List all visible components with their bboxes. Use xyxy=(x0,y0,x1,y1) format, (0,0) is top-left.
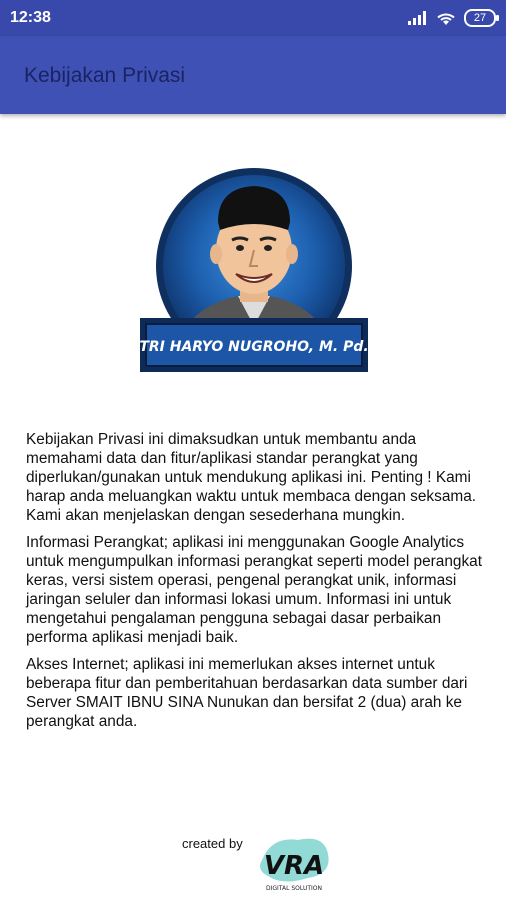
paragraph-intro: Kebijakan Privasi ini dimaksudkan untuk membantu anda memahami data dan fitur/aplikasi standar perangkat yang diperlukan/gunakan untuk mendukung aplikasi ini. Penting ! Kami harap anda meluangkan waktu untuk membaca dengan seksama. Kami akan menjelaskan dengan sesederhana mungkin. xyxy=(26,431,477,524)
content-area[interactable] xyxy=(0,114,506,900)
privacy-text xyxy=(26,430,486,739)
logo-banner-text: TRI HARYO NUGROHO, M. Pd. xyxy=(139,339,369,355)
paragraph-device-info: Informasi Perangkat; aplikasi ini menggunakan Google Analytics untuk mengumpulkan informasi perangkat seperti model perangkat keras, versi sistem operasi, pengenal perangkat unik, informasi jaringan seluler dan informasi lokasi umum. Informasi ini untuk mengetahui pengalaman pengguna sebagai dasar perbaikan performa aplikasi menjadi baik. xyxy=(26,534,482,646)
signal-icon xyxy=(408,11,428,25)
status-icons xyxy=(408,9,496,27)
vra-logo xyxy=(254,830,334,898)
wifi-icon xyxy=(436,11,456,26)
app-bar xyxy=(0,36,506,114)
profile-logo xyxy=(138,166,370,386)
footer xyxy=(182,830,342,900)
created-by-label: created by xyxy=(182,836,243,851)
vra-brand: VRA xyxy=(263,851,325,881)
status-bar xyxy=(0,0,506,36)
page-title: Kebijakan Privasi xyxy=(24,64,186,87)
paragraph-internet-access: Akses Internet; aplikasi ini memerlukan akses internet untuk beberapa fitur dan pemberitahuan berdasarkan data sumber dari Server SMAIT IBNU SINA Nunukan dan bersifat 2 (dua) arah ke perangkat anda. xyxy=(26,656,468,730)
vra-brand-sub: DIGITAL SOLUTION xyxy=(266,885,322,892)
battery-icon: 27 xyxy=(464,9,496,27)
status-time: 12:38 xyxy=(10,9,51,26)
